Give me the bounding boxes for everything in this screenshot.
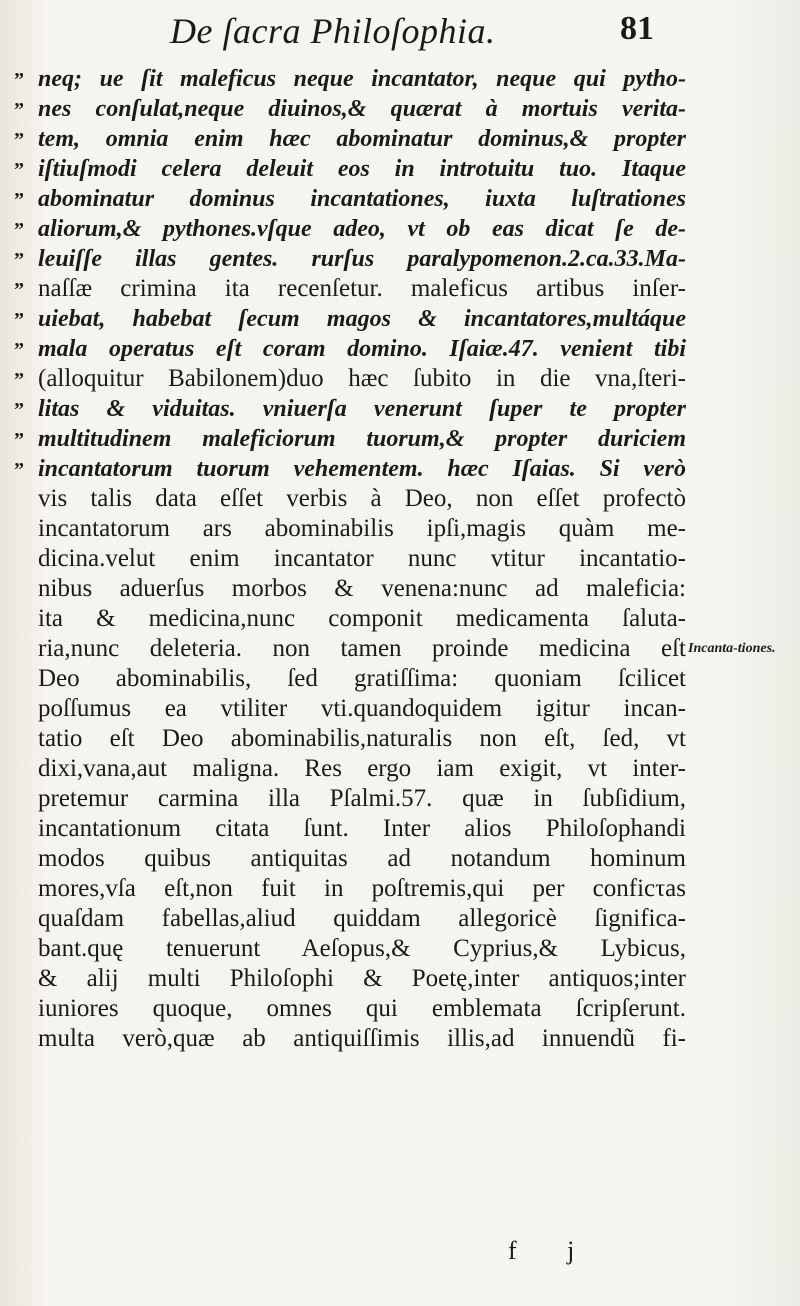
line-text: (alloquitur Babilonem)duo hæc ſubito in die vna,ſteri- [38,365,686,392]
line-text: pretemur carmina illa Pſalmi.57. quæ in ſubſidium, [38,785,686,812]
text-line [14,844,686,874]
quotation-mark: ” [14,219,24,241]
quotation-mark: ” [14,189,24,211]
line-text: mala operatus eſt coram domino. Iſaiæ.47. venient tibi [38,336,686,362]
quotation-mark: ” [14,429,24,451]
line-text: dixi,vana,aut maligna. Res ergo iam exigit, vt inter- [38,755,686,782]
line-text: multitudinem maleficiorum tuorum,& propter duriciem [38,426,686,452]
quotation-mark: ” [14,459,24,481]
margin-note: Incanta-tiones. [688,641,776,656]
text-line [14,874,686,904]
line-text: vis talis data eſſet verbis à Deo, non eſſet profectò [38,485,686,512]
text-line [14,394,686,424]
signature-mark: f j [508,1236,597,1265]
quotation-mark: ” [14,369,24,391]
line-text: multa verò,quæ ab antiquiſſimis illis,ad innuendũ fi- [38,1025,686,1052]
body-text [14,64,686,1054]
line-text: Deo abominabilis, ſed gratiſſima: quoniam ſcilicet [38,665,686,692]
line-text: neq; ue ſit maleficus neque incantator, neque qui pytho- [38,66,686,92]
text-line [14,94,686,124]
page-number: 81 [620,10,654,47]
line-text: poſſumus ea vtiliter vti.quandoquidem igitur incan- [38,695,686,722]
running-title: De ſacra Philoſophia. [170,11,496,51]
line-text: uiebat, habebat ſecum magos & incantatores,multáque [38,306,686,332]
text-line [14,1024,686,1054]
text-line [14,814,686,844]
quotation-mark: ” [14,159,24,181]
line-text: tem, omnia enim hæc abominatur dominus,& propter [38,126,686,152]
text-line [14,754,686,784]
line-text: mores,vſa eſt,non fuit in poſtremis,qui per conficτas [38,875,686,902]
text-line [14,664,686,694]
text-line [14,724,686,754]
text-line [14,784,686,814]
quotation-mark: ” [14,129,24,151]
text-line [14,424,686,454]
text-line [14,154,686,184]
text-line [14,124,686,154]
line-text: bant.quę tenuerunt Aeſopus,& Cyprius,& Lybicus, [38,935,686,962]
quotation-mark: ” [14,279,24,301]
text-line [14,544,686,574]
text-line [14,514,686,544]
quotation-mark: ” [14,339,24,361]
text-line [14,454,686,484]
quotation-mark: ” [14,249,24,271]
line-text: litas & viduitas. vniuerſa venerunt ſuper te propter [38,396,686,422]
text-line [14,934,686,964]
line-text: ria,nunc deleteria. non tamen proinde medicina eſt [38,635,686,662]
line-text: aliorum,& pythones.vſque adeo, vt ob eas dicat ſe de- [38,216,686,242]
line-text: incantatorum ars abominabilis ipſi,magis quàm me- [38,515,686,542]
text-line [14,964,686,994]
line-text: nes conſulat,neque diuinos,& quærat à mortuis verita- [38,96,686,122]
line-text: & alij multi Philoſophi & Poetę,inter antiquos;inter [38,965,686,992]
line-text: iuniores quoque, omnes qui emblemata ſcripſerunt. [38,995,686,1022]
line-text: dicina.velut enim incantator nunc vtitur incantatio- [38,545,686,572]
line-text: naſſæ crimina ita recenſetur. maleficus artibus inſer- [38,275,686,302]
text-line [14,604,686,634]
quotation-mark: ” [14,69,24,91]
line-text: incantationum citata ſunt. Inter alios Philoſophandi [38,815,686,842]
line-text: nibus aduerſus morbos & venena:nunc ad maleficia: [38,575,686,602]
quotation-mark: ” [14,399,24,421]
line-text: leuiſſe illas gentes. rurſus paralypomenon.2.ca.33.Ma- [38,246,686,272]
line-text: abominatur dominus incantationes, iuxta luſtrationes [38,186,686,212]
line-text: modos quibus antiquitas ad notandum hominum [38,845,686,872]
text-line [14,994,686,1024]
text-line [14,904,686,934]
line-text: incantatorum tuorum vehementem. hæc Iſaias. Si verò [38,456,686,482]
line-text: tatio eſt Deo abominabilis,naturalis non eſt, ſed, vt [38,725,686,752]
text-line [14,484,686,514]
text-line [14,334,686,364]
text-line [14,184,686,214]
text-line [14,64,686,94]
text-line [14,214,686,244]
page-header [0,8,800,56]
text-line [14,304,686,334]
text-line [14,574,686,604]
line-text: iſtiuſmodi celera deleuit eos in introtuitu tuo. Itaque [38,156,686,182]
text-line [14,274,686,304]
text-line [14,244,686,274]
line-text: quaſdam fabellas,aliud quiddam allegoricè ſignifica- [38,905,686,932]
text-line [14,364,686,394]
text-line [14,694,686,724]
quotation-mark: ” [14,309,24,331]
quotation-mark: ” [14,99,24,121]
line-text: ita & medicina,nunc componit medicamenta ſaluta- [38,605,686,632]
text-line [14,634,686,664]
